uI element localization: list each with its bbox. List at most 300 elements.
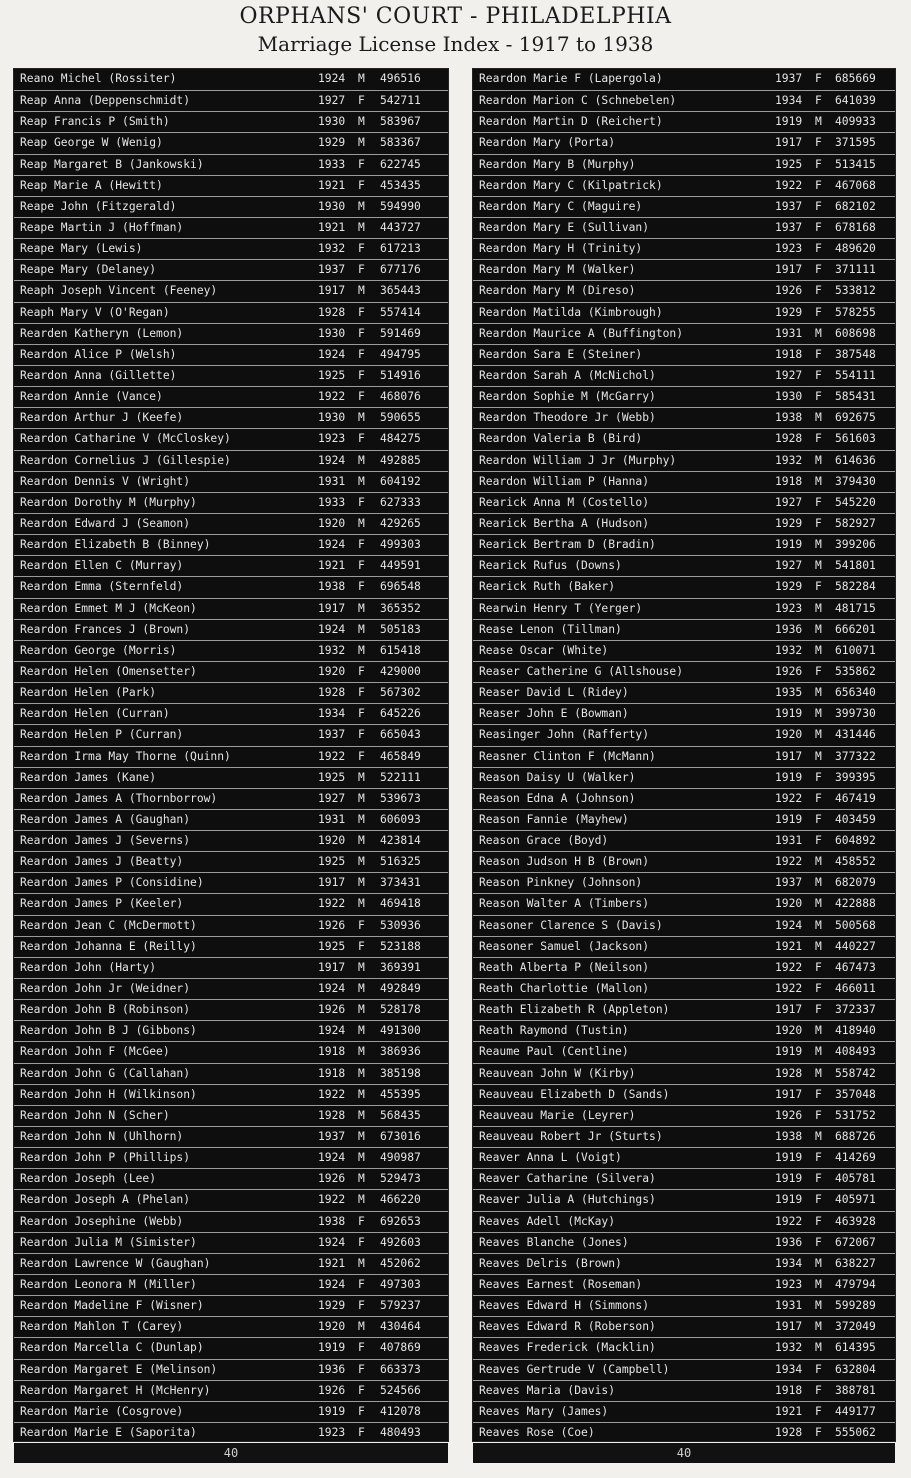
entry-name: Reaves Edward R (Roberson) (479, 1320, 656, 1334)
entry-license-number: 554111 (835, 368, 876, 382)
entry-license-number: 524566 (380, 1383, 421, 1397)
entry-sex: M (815, 897, 822, 911)
entry-name: Rearick Rufus (Downs) (479, 559, 622, 573)
index-entry-row (473, 1316, 895, 1337)
entry-name: Reap George W (Wenig) (20, 136, 163, 150)
index-entry-row (473, 1126, 895, 1147)
entry-sex: F (815, 1172, 822, 1186)
entry-license-number: 682102 (835, 199, 876, 213)
entry-license-number: 582927 (835, 516, 876, 530)
entry-license-number: 614395 (835, 1341, 876, 1355)
index-entry-row (14, 893, 448, 914)
entry-year: 1917 (775, 136, 803, 150)
entry-sex: F (815, 220, 822, 234)
entry-year: 1933 (318, 495, 346, 509)
entry-sex: M (358, 474, 365, 488)
index-entry-row (14, 703, 448, 724)
entry-license-number: 594990 (380, 199, 421, 213)
entry-name: Reardon John F (McGee) (20, 1045, 170, 1059)
index-entry-row (473, 196, 895, 217)
entry-license-number: 696548 (380, 580, 421, 594)
index-entry-row (14, 238, 448, 259)
entry-sex: F (358, 178, 365, 192)
entry-sex: M (815, 115, 822, 129)
entry-name: Reardon Mary H (Trinity) (479, 242, 643, 256)
index-entry-row (14, 1337, 448, 1358)
index-entry-row (473, 703, 895, 724)
entry-license-number: 414269 (835, 1151, 876, 1165)
index-entry-row (473, 957, 895, 978)
index-entry-row (14, 259, 448, 280)
entry-sex: F (815, 305, 822, 319)
entry-license-number: 371111 (835, 263, 876, 277)
index-entry-row (473, 1063, 895, 1084)
entry-name: Reath Elizabeth R (Appleton) (479, 1003, 670, 1017)
entry-sex: M (358, 622, 365, 636)
entry-year: 1921 (775, 1404, 803, 1418)
index-entry-row (14, 640, 448, 661)
entry-name: Reason Walter A (Timbers) (479, 897, 650, 911)
entry-year: 1924 (318, 538, 346, 552)
entry-year: 1919 (775, 538, 803, 552)
index-entry-row (473, 1211, 895, 1232)
entry-sex: F (815, 960, 822, 974)
entry-name: Reardon Edward J (Seamon) (20, 516, 191, 530)
entry-license-number: 443727 (380, 220, 421, 234)
index-entry-row (14, 1316, 448, 1337)
entry-sex: F (358, 664, 365, 678)
entry-name: Reardon Margaret E (Melinson) (20, 1362, 218, 1376)
entry-year: 1932 (318, 643, 346, 657)
entry-sex: M (358, 1151, 365, 1165)
entry-sex: F (815, 347, 822, 361)
entry-license-number: 622745 (380, 157, 421, 171)
entry-year: 1932 (775, 643, 803, 657)
index-entry-row (473, 365, 895, 386)
entry-name: Reaves Edward H (Simmons) (479, 1299, 650, 1313)
entry-sex: F (815, 263, 822, 277)
entry-year: 1922 (775, 982, 803, 996)
index-entry-row (473, 619, 895, 640)
index-entry-row (14, 365, 448, 386)
entry-name: Reardon William P (Hanna) (479, 474, 650, 488)
entry-name: Rease Lenon (Tillman) (479, 622, 622, 636)
entry-year: 1927 (318, 791, 346, 805)
entry-license-number: 385198 (380, 1066, 421, 1080)
entry-name: Reardon Maurice A (Buffington) (479, 326, 684, 340)
entry-name: Reardon Theodore Jr (Webb) (479, 411, 656, 425)
entry-license-number: 568435 (380, 1108, 421, 1122)
entry-sex: F (815, 1383, 822, 1397)
entry-year: 1920 (775, 1024, 803, 1038)
index-entry-row (473, 407, 895, 428)
entry-license-number: 531752 (835, 1108, 876, 1122)
entry-year: 1919 (775, 707, 803, 721)
entry-sex: F (358, 263, 365, 277)
index-entry-row (14, 915, 448, 936)
entry-year: 1931 (318, 474, 346, 488)
index-entry-row (14, 1147, 448, 1168)
entry-name: Reardon Jean C (McDermott) (20, 918, 197, 932)
entry-license-number: 372049 (835, 1320, 876, 1334)
entry-year: 1920 (318, 664, 346, 678)
entry-sex: M (815, 1278, 822, 1292)
entry-year: 1920 (318, 1320, 346, 1334)
right-page-number: 40 (473, 1443, 895, 1463)
entry-name: Reardon Frances J (Brown) (20, 622, 191, 636)
entry-name: Reardon Lawrence W (Gaughan) (20, 1256, 211, 1270)
entry-sex: M (358, 834, 365, 848)
entry-license-number: 481715 (835, 601, 876, 615)
entry-sex: F (815, 368, 822, 382)
left-index-column (14, 69, 448, 1441)
entry-name: Reaves Mary (James) (479, 1404, 609, 1418)
index-entry-row (473, 534, 895, 555)
entry-sex: F (358, 1278, 365, 1292)
entry-license-number: 449177 (835, 1404, 876, 1418)
page-subtitle: Marriage License Index - 1917 to 1938 (257, 32, 654, 56)
entry-license-number: 479794 (835, 1278, 876, 1292)
index-entry-row (473, 746, 895, 767)
entry-license-number: 578255 (835, 305, 876, 319)
entry-sex: F (815, 178, 822, 192)
index-entry-row (14, 809, 448, 830)
entry-name: Reardon James P (Considine) (20, 876, 204, 890)
index-entry-row (14, 90, 448, 111)
entry-name: Reason Daisy U (Walker) (479, 770, 636, 784)
entry-year: 1923 (775, 242, 803, 256)
entry-name: Reardon Sophie M (McGarry) (479, 390, 656, 404)
entry-license-number: 585431 (835, 390, 876, 404)
entry-sex: M (815, 601, 822, 615)
index-entry-row (473, 851, 895, 872)
entry-name: Reardon George (Morris) (20, 643, 177, 657)
entry-year: 1918 (775, 474, 803, 488)
entry-license-number: 673016 (380, 1130, 421, 1144)
entry-name: Reardon Emmet M J (McKeon) (20, 601, 197, 615)
entry-year: 1929 (775, 305, 803, 319)
index-entry-row (14, 111, 448, 132)
entry-year: 1920 (318, 516, 346, 530)
entry-license-number: 453435 (380, 178, 421, 192)
index-entry-row (473, 598, 895, 619)
entry-license-number: 542711 (380, 94, 421, 108)
index-entry-row (14, 830, 448, 851)
entry-sex: F (358, 1235, 365, 1249)
entry-sex: M (358, 1045, 365, 1059)
entry-license-number: 430464 (380, 1320, 421, 1334)
index-entry-row (473, 1337, 895, 1358)
entry-year: 1920 (775, 897, 803, 911)
index-entry-row (14, 555, 448, 576)
entry-license-number: 535862 (835, 664, 876, 678)
entry-name: Rease Oscar (White) (479, 643, 609, 657)
entry-name: Reardon Irma May Thorne (Quinn) (20, 749, 231, 763)
entry-name: Reardon Matilda (Kimbrough) (479, 305, 663, 319)
index-entry-row (473, 428, 895, 449)
entry-year: 1926 (318, 1383, 346, 1397)
entry-year: 1932 (775, 1341, 803, 1355)
entry-name: Reardon Johanna E (Reilly) (20, 939, 197, 953)
entry-year: 1926 (775, 1108, 803, 1122)
index-entry-row (14, 154, 448, 175)
entry-sex: M (358, 1193, 365, 1207)
entry-name: Reardon Helen (Park) (20, 686, 157, 700)
entry-license-number: 528178 (380, 1003, 421, 1017)
index-entry-row (14, 872, 448, 893)
entry-sex: M (358, 516, 365, 530)
entry-sex: M (815, 939, 822, 953)
entry-sex: F (358, 390, 365, 404)
entry-sex: F (358, 580, 365, 594)
entry-sex: M (358, 791, 365, 805)
entry-year: 1923 (318, 432, 346, 446)
entry-license-number: 365352 (380, 601, 421, 615)
entry-name: Reardon Marie E (Saporita) (20, 1426, 197, 1439)
entry-name: Reasoner Clarence S (Davis) (479, 918, 663, 932)
entry-license-number: 499303 (380, 538, 421, 552)
index-entry-row (14, 1211, 448, 1232)
entry-year: 1924 (775, 918, 803, 932)
entry-name: Reaume Paul (Centline) (479, 1045, 629, 1059)
index-entry-row (473, 1253, 895, 1274)
index-entry-row (473, 492, 895, 513)
entry-year: 1933 (318, 157, 346, 171)
index-entry-row (473, 280, 895, 301)
entry-license-number: 545220 (835, 495, 876, 509)
entry-year: 1929 (775, 580, 803, 594)
entry-sex: F (815, 1193, 822, 1207)
entry-name: Reaser John E (Bowman) (479, 707, 629, 721)
entry-license-number: 388781 (835, 1383, 876, 1397)
entry-sex: F (358, 242, 365, 256)
index-entry-row (14, 1422, 448, 1443)
entry-name: Reaver Anna L (Voigt) (479, 1151, 622, 1165)
entry-license-number: 582284 (835, 580, 876, 594)
index-entry-row (14, 492, 448, 513)
entry-sex: M (358, 1087, 365, 1101)
entry-license-number: 505183 (380, 622, 421, 636)
entry-year: 1918 (775, 347, 803, 361)
entry-sex: M (815, 728, 822, 742)
entry-sex: M (358, 1320, 365, 1334)
entry-year: 1919 (775, 115, 803, 129)
entry-license-number: 555062 (835, 1426, 876, 1439)
entry-sex: F (815, 136, 822, 150)
entry-sex: F (815, 791, 822, 805)
entry-sex: F (815, 242, 822, 256)
entry-year: 1917 (318, 284, 346, 298)
entry-year: 1928 (775, 1066, 803, 1080)
entry-sex: F (815, 432, 822, 446)
entry-sex: M (358, 812, 365, 826)
entry-sex: F (358, 1341, 365, 1355)
entry-license-number: 418940 (835, 1024, 876, 1038)
entry-year: 1923 (775, 601, 803, 615)
entry-name: Reap Francis P (Smith) (20, 115, 170, 129)
entry-sex: M (815, 1066, 822, 1080)
entry-sex: M (815, 749, 822, 763)
entry-name: Reardon Ellen C (Murray) (20, 559, 184, 573)
entry-year: 1938 (318, 580, 346, 594)
entry-year: 1917 (775, 749, 803, 763)
entry-year: 1929 (775, 516, 803, 530)
entry-name: Reardon Marie (Cosgrove) (20, 1404, 184, 1418)
entry-year: 1919 (775, 770, 803, 784)
entry-sex: M (815, 411, 822, 425)
entry-year: 1937 (318, 263, 346, 277)
entry-sex: F (815, 284, 822, 298)
entry-sex: F (358, 368, 365, 382)
entry-sex: F (358, 495, 365, 509)
entry-name: Reardon Cornelius J (Gillespie) (20, 453, 231, 467)
index-entry-row (473, 682, 895, 703)
index-entry-row (14, 682, 448, 703)
entry-name: Reardon Margaret H (McHenry) (20, 1383, 211, 1397)
entry-year: 1922 (775, 1214, 803, 1228)
entry-year: 1925 (775, 157, 803, 171)
index-entry-row (473, 767, 895, 788)
entry-sex: M (358, 960, 365, 974)
entry-sex: F (815, 834, 822, 848)
index-entry-row (14, 1105, 448, 1126)
entry-name: Reaves Delris (Brown) (479, 1256, 622, 1270)
entry-year: 1930 (318, 411, 346, 425)
entry-name: Reardon John N (Uhlhorn) (20, 1130, 184, 1144)
entry-year: 1922 (775, 960, 803, 974)
entry-license-number: 399730 (835, 707, 876, 721)
entry-name: Reardon Madeline F (Wisner) (20, 1299, 204, 1313)
index-entry-row (473, 386, 895, 407)
entry-license-number: 484275 (380, 432, 421, 446)
entry-name: Reardon Sara E (Steiner) (479, 347, 643, 361)
entry-name: Reardon Emma (Sternfeld) (20, 580, 184, 594)
entry-year: 1924 (318, 622, 346, 636)
entry-year: 1921 (318, 178, 346, 192)
index-entry-row (14, 132, 448, 153)
entry-license-number: 387548 (835, 347, 876, 361)
entry-license-number: 373431 (380, 876, 421, 890)
entry-sex: M (815, 1299, 822, 1313)
index-entry-row (14, 767, 448, 788)
entry-sex: F (358, 1426, 365, 1439)
index-entry-row (473, 1105, 895, 1126)
entry-license-number: 617213 (380, 242, 421, 256)
entry-sex: F (815, 1003, 822, 1017)
entry-sex: F (815, 1404, 822, 1418)
index-entry-row (14, 936, 448, 957)
entry-license-number: 497303 (380, 1278, 421, 1292)
entry-year: 1920 (318, 834, 346, 848)
entry-year: 1926 (775, 664, 803, 678)
entry-license-number: 492849 (380, 982, 421, 996)
entry-year: 1938 (318, 1214, 346, 1228)
entry-year: 1921 (318, 220, 346, 234)
entry-license-number: 599289 (835, 1299, 876, 1313)
entry-sex: F (815, 72, 822, 85)
index-entry-row (473, 513, 895, 534)
index-entry-row (14, 1189, 448, 1210)
entry-year: 1922 (318, 749, 346, 763)
entry-sex: F (358, 1214, 365, 1228)
entry-name: Reape Mary (Delaney) (20, 263, 157, 277)
index-entry-row (14, 746, 448, 767)
entry-sex: M (358, 1003, 365, 1017)
index-entry-row (14, 407, 448, 428)
entry-sex: M (358, 897, 365, 911)
entry-sex: M (815, 1256, 822, 1270)
entry-name: Reason Edna A (Johnson) (479, 791, 636, 805)
entry-name: Reath Charlottie (Mallon) (479, 982, 650, 996)
entry-name: Reardon James P (Keeler) (20, 897, 184, 911)
entry-name: Rearick Bertram D (Bradin) (479, 538, 656, 552)
entry-year: 1917 (775, 1320, 803, 1334)
entry-license-number: 403459 (835, 812, 876, 826)
index-entry-row (14, 1084, 448, 1105)
index-entry-row (14, 1253, 448, 1274)
entry-year: 1924 (318, 1278, 346, 1292)
entry-name: Reason Grace (Boyd) (479, 834, 609, 848)
entry-name: Reason Judson H B (Brown) (479, 855, 650, 869)
entry-sex: M (358, 1066, 365, 1080)
entry-name: Reaves Earnest (Roseman) (479, 1278, 643, 1292)
entry-name: Reauveau Robert Jr (Sturts) (479, 1130, 663, 1144)
entry-year: 1917 (775, 1003, 803, 1017)
entry-license-number: 455395 (380, 1087, 421, 1101)
entry-sex: M (358, 1130, 365, 1144)
entry-year: 1930 (318, 115, 346, 129)
entry-sex: F (815, 1151, 822, 1165)
index-entry-row (473, 154, 895, 175)
entry-license-number: 431446 (835, 728, 876, 742)
index-entry-row (473, 1274, 895, 1295)
entry-license-number: 490987 (380, 1151, 421, 1165)
entry-sex: M (815, 918, 822, 932)
entry-license-number: 583367 (380, 136, 421, 150)
entry-name: Reardon Mary C (Kilpatrick) (479, 178, 663, 192)
entry-sex: F (815, 664, 822, 678)
index-entry-row (473, 344, 895, 365)
entry-license-number: 463928 (835, 1214, 876, 1228)
entry-sex: F (358, 559, 365, 573)
entry-sex: F (815, 94, 822, 108)
entry-name: Reauvean John W (Kirby) (479, 1066, 636, 1080)
entry-license-number: 513415 (835, 157, 876, 171)
index-entry-row (473, 555, 895, 576)
entry-sex: F (815, 812, 822, 826)
entry-year: 1928 (775, 1426, 803, 1439)
entry-license-number: 641039 (835, 94, 876, 108)
entry-year: 1928 (318, 686, 346, 700)
entry-year: 1928 (318, 305, 346, 319)
entry-year: 1920 (775, 728, 803, 742)
entry-year: 1918 (318, 1066, 346, 1080)
entry-name: Reardon John G (Callahan) (20, 1066, 191, 1080)
entry-license-number: 423814 (380, 834, 421, 848)
entry-name: Reardon Marcella C (Dunlap) (20, 1341, 204, 1355)
entry-license-number: 656340 (835, 686, 876, 700)
entry-name: Reaph Mary V (O'Regan) (20, 305, 170, 319)
entry-license-number: 688726 (835, 1130, 876, 1144)
entry-license-number: 604892 (835, 834, 876, 848)
entry-name: Reaves Frederick (Macklin) (479, 1341, 656, 1355)
entry-name: Reap Marie A (Hewitt) (20, 178, 163, 192)
entry-year: 1932 (318, 242, 346, 256)
index-entry-row (14, 386, 448, 407)
entry-year: 1931 (775, 834, 803, 848)
entry-license-number: 541801 (835, 559, 876, 573)
entry-year: 1919 (318, 1404, 346, 1418)
